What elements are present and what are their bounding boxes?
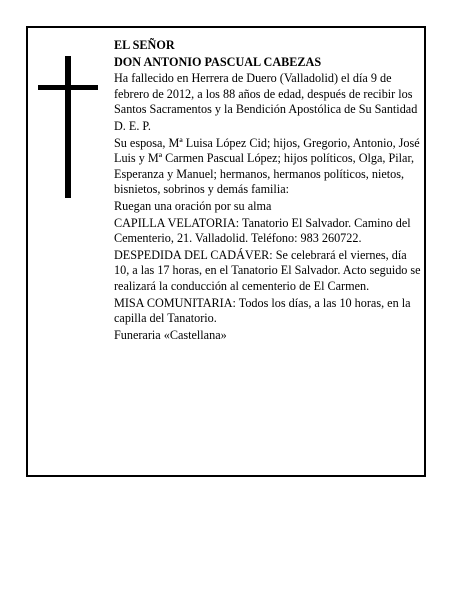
cross-icon (38, 56, 98, 198)
farewell-info: DESPEDIDA DEL CADÁVER: Se celebrará el viernes, día 10, a las 17 horas, en el Tanatorio El Salvador. Acto seguido se realizará la conducción al cementerio de El Carmen. (114, 247, 421, 293)
notice-text (114, 38, 422, 344)
rest-in-peace: D. E. P. (114, 118, 151, 133)
cross-vertical-bar (65, 56, 71, 198)
deceased-name: DON ANTONIO PASCUAL CABEZAS (114, 54, 322, 69)
funeral-home: Funeraria «Castellana» (114, 327, 227, 342)
notice-title: EL SEÑOR (114, 38, 175, 52)
family-list: Su esposa, Mª Luisa López Cid; hijos, Gregorio, Antonio, José Luis y Mª Carmen Pascual López; hijos políticos, Olga, Pilar, Esperanza y Manuel; hermanos, hermanos políticos, nietos, bisnietos, sobrinos y demás familia: (114, 135, 420, 197)
cross-horizontal-bar (38, 85, 98, 90)
death-announcement: Ha fallecido en Herrera de Duero (Valladolid) el día 9 de febrero de 2012, a los 88 años de edad, después de recibir los Santos Sacramentos y la Bendición Apostólica de Su Santidad (114, 71, 418, 117)
mass-info: MISA COMUNITARIA: Todos los días, a las 10 horas, en la capilla del Tanatorio. (114, 295, 411, 326)
chapel-info: CAPILLA VELATORIA: Tanatorio El Salvador. Camino del Cementerio, 21. Valladolid. Teléfono: 983 260722. (114, 215, 411, 246)
prayer-request: Ruegan una oración por su alma (114, 198, 272, 213)
